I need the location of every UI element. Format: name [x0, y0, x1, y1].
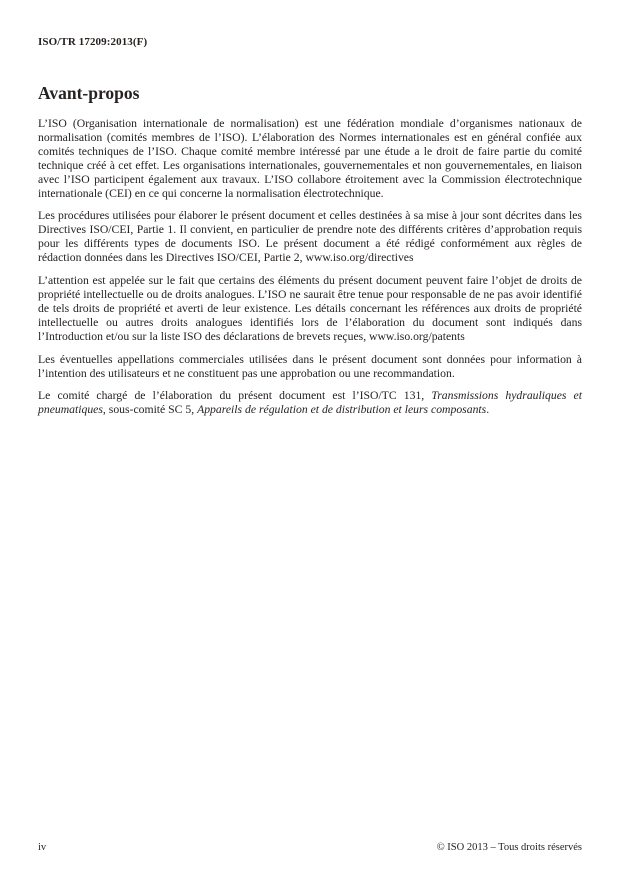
page-footer	[38, 842, 582, 854]
page-number: iv	[38, 842, 47, 853]
paragraph-iso-foreword-1: L’ISO (Organisation internationale de normalisation) est une fédération mondiale d’organismes nationaux de normalisation (comités membres de l’ISO). L’élaboration des Normes internationales est en général confiée aux comités techniques de l’ISO. Chaque comité membre intéressé par une étude a le droit de faire partie du comité technique créé à cet effet. Les organisations internationales, gouvernementales et non gouvernementales, en liaison avec l’ISO participent également aux travaux. L’ISO collabore étroitement avec la Commission électrotechnique internationale (CEI) en ce qui concerne la normalisation électrotechnique.	[38, 117, 582, 200]
document-body	[38, 117, 582, 417]
paragraph-iso-foreword-4: Les éventuelles appellations commerciales utilisées dans le présent document sont données pour information à l’intention des utilisateurs et ne constituent pas une approbation ou une recommandation.	[38, 352, 582, 380]
running-header-document-reference: ISO/TR 17209:2013(F)	[38, 36, 148, 48]
paragraph-committee-info: Le comité chargé de l’élaboration du présent document est l’ISO/TC 131, Transmissions hydrauliques et pneumatiques, sous-comité SC 5, Appareils de régulation et de distribution et leurs composants.	[38, 389, 582, 417]
paragraph-iso-foreword-2: Les procédures utilisées pour élaborer le présent document et celles destinées à sa mise à jour sont décrites dans les Directives ISO/CEI, Partie 1. Il convient, en particulier de prendre note des différents critères d’approbation requis pour les différents types de documents ISO. Le présent document a été rédigé conformément aux règles de rédaction données dans les Directives ISO/CEI, Partie 2, www.iso.org/directives	[38, 209, 582, 265]
paragraph-iso-foreword-3: L’attention est appelée sur le fait que certains des éléments du présent document peuvent faire l’objet de droits de propriété intellectuelle ou de droits analogues. L’ISO ne saurait être tenue pour responsable de ne pas avoir identifié de tels droits de propriété et averti de leur existence. Les détails concernant les références aux droits de propriété intellectuelle ou autres droits analogues identifiés lors de l’élaboration du document sont indiqués dans l’Introduction et/ou sur la liste ISO des déclarations de brevets reçues, www.iso.org/patents	[38, 274, 582, 343]
copyright-notice: © ISO 2013 – Tous droits réservés	[436, 842, 582, 853]
section-title: Avant-propos	[38, 83, 140, 103]
